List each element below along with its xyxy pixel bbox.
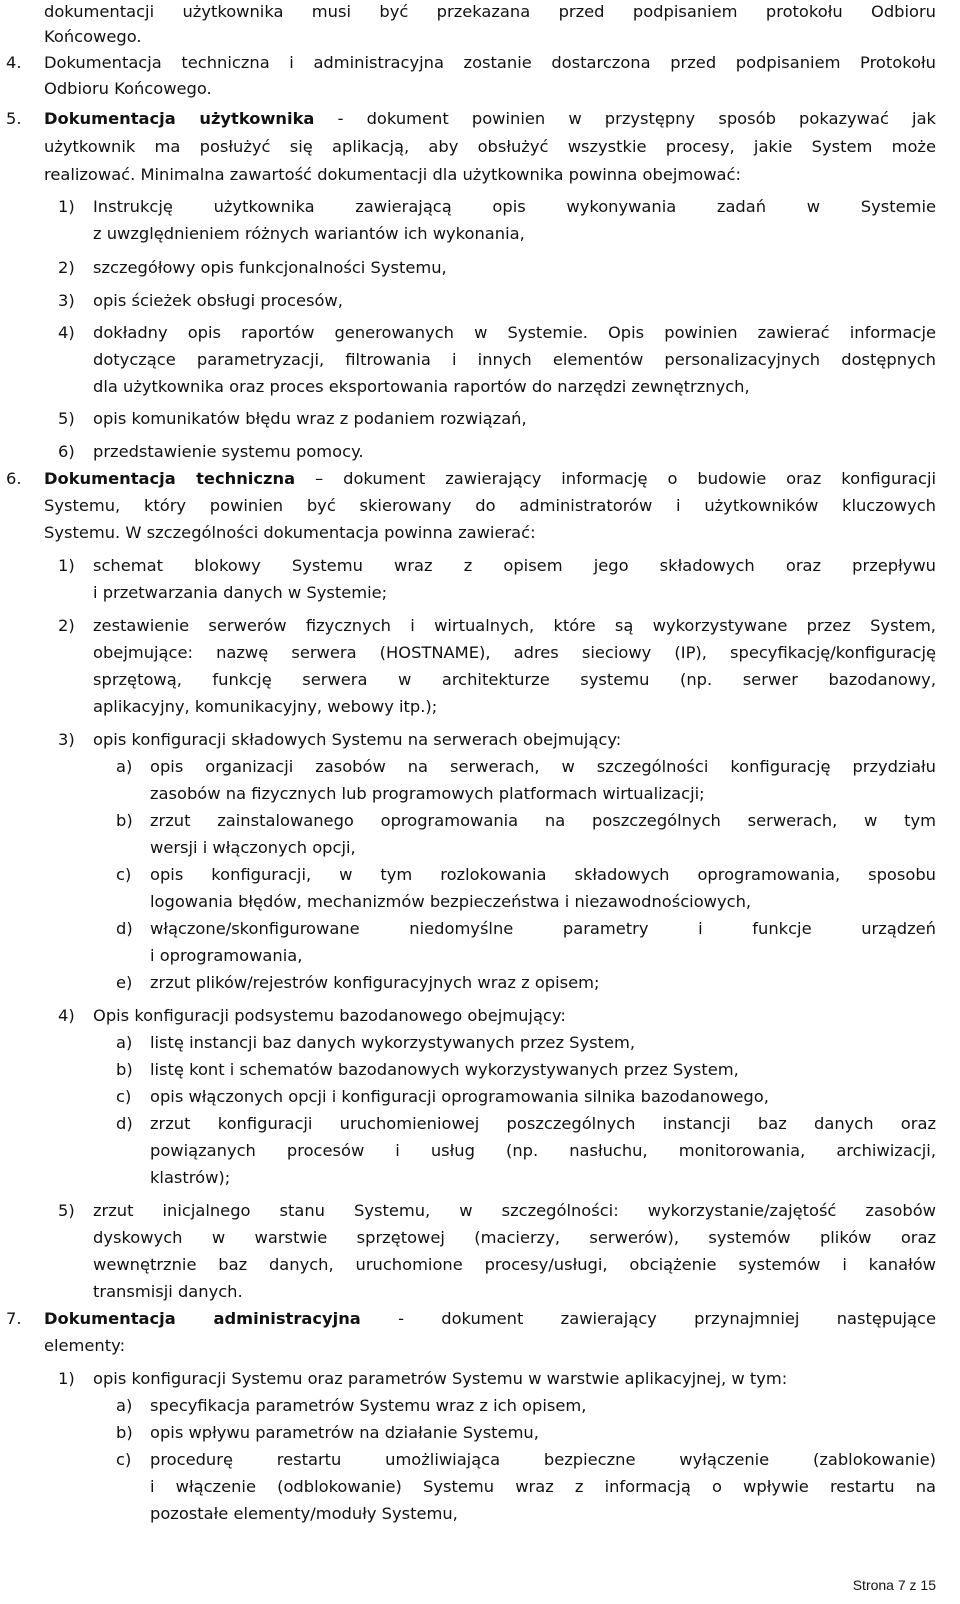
text-line: zrzut plików/rejestrów konfiguracyjnych wraz z opisem;	[150, 973, 600, 992]
list-marker: c)	[116, 865, 132, 884]
text-line: opis konfiguracji Systemu oraz parametrów Systemu w warstwie aplikacyjnej, w tym:	[93, 1369, 788, 1388]
list-marker: 3)	[58, 291, 75, 310]
text-line: powiązanych procesów i usług (np. nasłuchu, monitorowania, archiwizacji,	[150, 1141, 936, 1160]
text-line: opis konfiguracji, w tym rozlokowania składowych oprogramowania, sposobu	[150, 865, 936, 884]
list-marker: b)	[116, 811, 133, 830]
text-line: dotyczące parametryzacji, filtrowania i innych elementów personalizacyjnych dostępnych	[93, 350, 936, 369]
text-line: i przetwarzania danych w Systemie;	[93, 583, 388, 602]
text-line: listę instancji baz danych wykorzystywanych przez System,	[150, 1033, 636, 1052]
text-line: dokładny opis raportów generowanych w Systemie. Opis powinien zawierać informacje	[93, 323, 936, 342]
text-line: pozostałe elementy/moduły Systemu,	[150, 1504, 458, 1523]
text-line: procedurę restartu umożliwiająca bezpieczne wyłączenie (zablokowanie)	[150, 1450, 936, 1469]
text-line: Systemu. W szczególności dokumentacja powinna zawierać:	[44, 523, 536, 542]
list-marker: 4)	[58, 323, 75, 342]
text-line: realizować. Minimalna zawartość dokumentacji dla użytkownika powinna obejmować:	[44, 165, 741, 184]
text-line: elementy:	[44, 1336, 126, 1355]
text-line: i oprogramowania,	[150, 946, 303, 965]
text-line: specyfikacja parametrów Systemu wraz z ich opisem,	[150, 1396, 587, 1415]
text-line: Opis konfiguracji podsystemu bazodanowego obejmujący:	[93, 1006, 566, 1025]
page-number: Strona 7 z 15	[852, 1577, 936, 1593]
section-text: – dokument zawierający informację o budowie oraz konfiguracji	[295, 469, 936, 488]
text-line: i włączenie (odblokowanie) Systemu wraz z informacją o wpływie restartu na	[150, 1477, 936, 1496]
section-heading: Dokumentacja administracyjna	[44, 1309, 361, 1328]
text-line: przedstawienie systemu pomocy.	[93, 442, 364, 461]
text-line: Dokumentacja techniczna i administracyjna zostanie dostarczona przed podpisaniem Protokołu	[44, 53, 936, 72]
list-marker: c)	[116, 1087, 132, 1106]
section-text: - dokument powinien w przystępny sposób pokazywać jak	[314, 109, 936, 128]
list-marker: 5)	[58, 409, 75, 428]
list-marker: 6.	[6, 469, 22, 488]
text-line: dyskowych w warstwie sprzętowej (macierzy, serwerów), systemów plików oraz	[93, 1228, 936, 1247]
list-marker: 7.	[6, 1309, 22, 1328]
list-marker: c)	[116, 1450, 132, 1469]
list-marker: 1)	[58, 197, 75, 216]
text-line: listę kont i schematów bazodanowych wykorzystywanych przez System,	[150, 1060, 739, 1079]
text-line: opis komunikatów błędu wraz z podaniem rozwiązań,	[93, 409, 527, 428]
text-line: schemat blokowy Systemu wraz z opisem jego składowych oraz przepływu	[93, 556, 936, 575]
text-line: opis ścieżek obsługi procesów,	[93, 291, 343, 310]
text-line: aplikacyjny, komunikacyjny, webowy itp.);	[93, 697, 438, 716]
text-line: wersji i włączonych opcji,	[150, 838, 356, 857]
list-marker: a)	[116, 757, 133, 776]
text-line: opis organizacji zasobów na serwerach, w szczególności konfigurację przydziału	[150, 757, 936, 776]
text-line	[44, 1308, 936, 1330]
text-line: obejmujące: nazwę serwera (HOSTNAME), adres sieciowy (IP), specyfikację/konfigurację	[93, 643, 936, 662]
section-text: - dokument zawierający przynajmniej następujące	[360, 1309, 936, 1328]
text-line: opis wpływu parametrów na działanie Systemu,	[150, 1423, 539, 1442]
text-line: transmisji danych.	[93, 1282, 243, 1301]
text-line: logowania błędów, mechanizmów bezpieczeństwa i niezawodnościowych,	[150, 892, 752, 911]
list-marker: d)	[116, 919, 133, 938]
list-marker: 6)	[58, 442, 75, 461]
text-line: Końcowego.	[44, 27, 142, 46]
text-line: użytkownik ma posłużyć się aplikacją, aby obsłużyć wszystkie procesy, jakie System może	[44, 137, 936, 156]
list-marker: 4)	[58, 1006, 75, 1025]
list-marker: 2)	[58, 258, 75, 277]
text-line: zestawienie serwerów fizycznych i wirtualnych, które są wykorzystywane przez System,	[93, 616, 936, 635]
list-marker: a)	[116, 1033, 133, 1052]
list-marker: 1)	[58, 556, 75, 575]
list-marker: 1)	[58, 1369, 75, 1388]
section-heading: Dokumentacja użytkownika	[44, 109, 315, 128]
list-marker: b)	[116, 1060, 133, 1079]
text-line: dokumentacji użytkownika musi być przekazana przed podpisaniem protokołu Odbioru	[44, 2, 936, 21]
list-marker: 2)	[58, 616, 75, 635]
text-line: opis włączonych opcji i konfiguracji oprogramowania silnika bazodanowego,	[150, 1087, 769, 1106]
list-marker: 5.	[6, 109, 22, 128]
section-heading: Dokumentacja techniczna	[44, 469, 296, 488]
list-marker: a)	[116, 1396, 133, 1415]
text-line: szczegółowy opis funkcjonalności Systemu,	[93, 258, 447, 277]
text-line: wewnętrznie baz danych, uruchomione procesy/usługi, obciążenie systemów i kanałów	[93, 1255, 936, 1274]
text-line: klastrów);	[150, 1168, 231, 1187]
text-line: zasobów na fizycznych lub programowych platformach wirtualizacji;	[150, 784, 705, 803]
text-line: Instrukcję użytkownika zawierającą opis wykonywania zadań w Systemie	[93, 197, 936, 216]
text-line: z uwzględnieniem różnych wariantów ich wykonania,	[93, 224, 525, 243]
list-marker: d)	[116, 1114, 133, 1133]
text-line: Odbioru Końcowego.	[44, 79, 212, 98]
list-marker: e)	[116, 973, 133, 992]
list-marker: 4.	[6, 53, 22, 72]
text-line: włączone/skonfigurowane niedomyślne parametry i funkcje urządzeń	[150, 919, 936, 938]
text-line	[44, 108, 936, 130]
text-line: zrzut konfiguracji uruchomieniowej poszczególnych instancji baz danych oraz	[150, 1114, 936, 1133]
text-line: zrzut inicjalnego stanu Systemu, w szczególności: wykorzystanie/zajętość zasobów	[93, 1201, 936, 1220]
text-line: sprzętową, funkcję serwera w architekturze systemu (np. serwer bazodanowy,	[93, 670, 936, 689]
text-line: zrzut zainstalowanego oprogramowania na poszczególnych serwerach, w tym	[150, 811, 936, 830]
list-marker: b)	[116, 1423, 133, 1442]
text-line: dla użytkownika oraz proces eksportowania raportów do narzędzi zewnętrznych,	[93, 377, 750, 396]
list-marker: 5)	[58, 1201, 75, 1220]
text-line: Systemu, który powinien być skierowany do administratorów i użytkowników kluczowych	[44, 496, 936, 515]
list-marker: 3)	[58, 730, 75, 749]
text-line: opis konfiguracji składowych Systemu na serwerach obejmujący:	[93, 730, 622, 749]
text-line	[44, 468, 936, 490]
